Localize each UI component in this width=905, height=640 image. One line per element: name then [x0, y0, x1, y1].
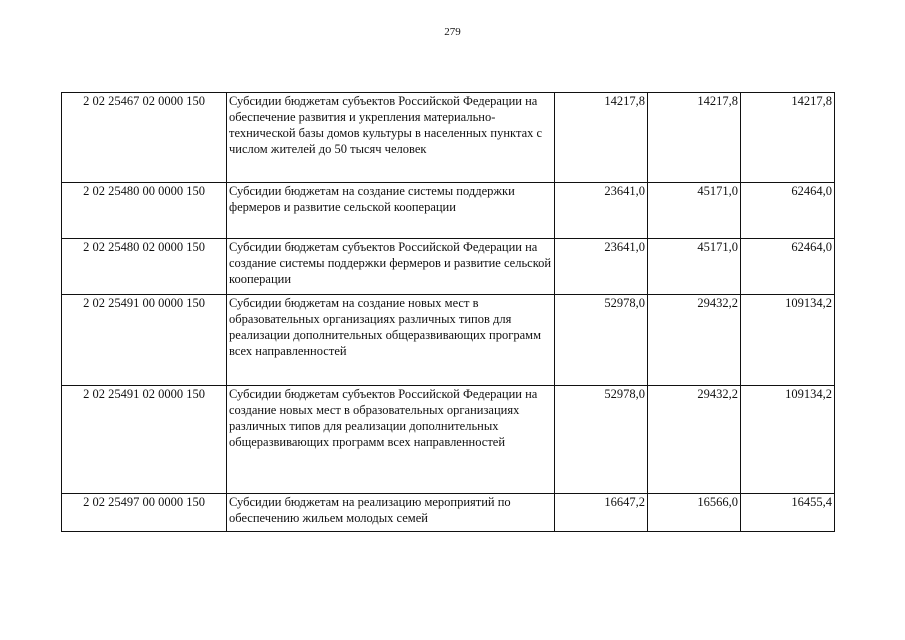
value-cell-year-3: 109134,2	[741, 386, 835, 494]
budget-code-cell: 2 02 25467 02 0000 150	[62, 93, 227, 183]
budget-code-cell: 2 02 25480 00 0000 150	[62, 183, 227, 239]
table-row	[62, 183, 835, 239]
value-cell-year-2: 14217,8	[648, 93, 741, 183]
budget-code-cell: 2 02 25491 00 0000 150	[62, 295, 227, 386]
value-cell-year-1: 23641,0	[555, 183, 648, 239]
table-row	[62, 93, 835, 183]
description-cell: Субсидии бюджетам на реализацию мероприятий по обеспечению жильем молодых семей	[227, 494, 555, 532]
value-cell-year-3: 14217,8	[741, 93, 835, 183]
value-cell-year-1: 23641,0	[555, 239, 648, 295]
value-cell-year-2: 16566,0	[648, 494, 741, 532]
value-cell-year-3: 16455,4	[741, 494, 835, 532]
description-cell: Субсидии бюджетам субъектов Российской Федерации на создание системы поддержки фермеров и развитие сельской кооперации	[227, 239, 555, 295]
description-cell: Субсидии бюджетам на создание новых мест в образовательных организациях различных типов для реализации дополнительных общеразвивающих программ всех направленностей	[227, 295, 555, 386]
value-cell-year-2: 29432,2	[648, 386, 741, 494]
table-row	[62, 295, 835, 386]
value-cell-year-3: 62464,0	[741, 239, 835, 295]
description-cell: Субсидии бюджетам на создание системы поддержки фермеров и развитие сельской кооперации	[227, 183, 555, 239]
page-number: 279	[444, 26, 461, 38]
value-cell-year-2: 45171,0	[648, 239, 741, 295]
table-row	[62, 386, 835, 494]
value-cell-year-2: 29432,2	[648, 295, 741, 386]
budget-code-cell: 2 02 25497 00 0000 150	[62, 494, 227, 532]
value-cell-year-3: 62464,0	[741, 183, 835, 239]
value-cell-year-1: 14217,8	[555, 93, 648, 183]
description-cell: Субсидии бюджетам субъектов Российской Федерации на создание новых мест в образовательных организациях различных типов для реализации дополнительных общеразвивающих программ всех направленностей	[227, 386, 555, 494]
budget-code-cell: 2 02 25491 02 0000 150	[62, 386, 227, 494]
value-cell-year-1: 52978,0	[555, 295, 648, 386]
value-cell-year-2: 45171,0	[648, 183, 741, 239]
table-row	[62, 239, 835, 295]
value-cell-year-1: 16647,2	[555, 494, 648, 532]
description-cell: Субсидии бюджетам субъектов Российской Федерации на обеспечение развития и укрепления материально-технической базы домов культуры в населенных пунктах с числом жителей до 50 тысяч человек	[227, 93, 555, 183]
budget-table	[61, 92, 835, 532]
table-row	[62, 494, 835, 532]
value-cell-year-3: 109134,2	[741, 295, 835, 386]
value-cell-year-1: 52978,0	[555, 386, 648, 494]
budget-code-cell: 2 02 25480 02 0000 150	[62, 239, 227, 295]
